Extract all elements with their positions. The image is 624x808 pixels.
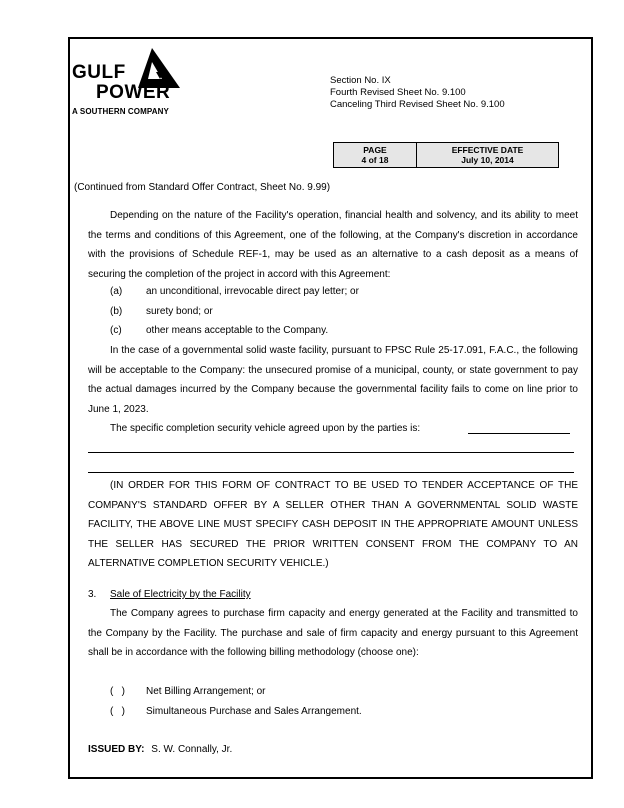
effective-label: EFFECTIVE DATE [451,145,524,155]
option-checkbox[interactable]: ( ) [110,706,125,717]
effective-cell [417,143,558,167]
billing-option[interactable] [110,702,570,722]
paragraph-governmental: In the case of a governmental solid waste facility, pursuant to FPSC Rule 25-17.091, F.A.C., the following will be acceptable to the Company: the unsecured promise of a municipal, county, or state government to pay the actual damages incurred by the Company because the governmental facility fails to come on line prior to June 1, 2023. [88,345,578,415]
security-vehicle-label: The specific completion security vehicle agreed upon by the parties is: [110,423,421,434]
list-item [110,282,570,302]
gulf-power-logo [72,46,192,120]
revised-sheet: Fourth Revised Sheet No. 9.100 [330,87,466,98]
security-vehicle-blank-line-3[interactable] [88,472,574,473]
section-3-number: 3. [88,589,97,600]
list-item [110,302,570,322]
issued-by [88,740,232,760]
option-checkbox[interactable]: ( ) [110,686,125,697]
paragraph-security: Depending on the nature of the Facility's operation, financial health and solvency, and its ability to meet the terms and conditions of this Agreement, one of the following, at the Company's discretion in accordance with the provisions of Schedule REF-1, may be used as an alternative to a cash deposit as a means of securing the completion of the project in accord with this Agreement: [88,210,578,280]
option-label: Simultaneous Purchase and Sales Arrangement. [146,706,362,717]
issued-value: S. W. Connally, Jr. [151,744,233,755]
logo-southern-company: A SOUTHERN COMPANY [72,107,169,116]
continued-note: (Continued from Standard Offer Contract, Sheet No. 9.99) [74,182,331,193]
issued-label: ISSUED BY: [88,744,145,755]
list-item [110,321,570,341]
billing-option[interactable] [110,682,570,702]
canceling-sheet: Canceling Third Revised Sheet No. 9.100 [330,99,505,110]
list-marker: (a) [110,286,123,297]
list-marker: (b) [110,306,123,317]
security-vehicle-blank-line-2[interactable] [88,452,574,453]
page-cell [334,143,417,167]
section-3-heading [88,585,251,605]
security-vehicle-blank[interactable] [468,433,570,434]
section-3-title: Sale of Electricity by the Facility [110,589,251,600]
list-marker: (c) [110,325,122,336]
page-label: PAGE [363,145,387,155]
caps-instruction: (IN ORDER FOR THIS FORM OF CONTRACT TO BE USED TO TENDER ACCEPTANCE OF THE COMPANY'S STANDARD OFFER BY A SELLER OTHER THAN A GOVERNMENTAL SOLID WASTE FACILITY, THE ABOVE LINE MUST SPECIFY CASH DEPOSIT IN THE APPROPRIATE AMOUNT UNLESS THE SELLER HAS SECURED THE PRIOR WRITTEN CONSENT FROM THE COMPANY TO AN ALTERNATIVE COMPLETION SECURITY VEHICLE.) [88,480,578,570]
page-value: 4 of 18 [361,155,389,165]
paragraph-purchase: The Company agrees to purchase firm capacity and energy generated at the Facility and transmitted to the Company by the Facility. The purchase and sale of firm capacity and energy pursuant to this Agreement shall be in accordance with the following billing methodology (choose one): [88,608,578,659]
effective-value: July 10, 2014 [461,155,514,165]
logo-gulf: GULF [72,62,126,83]
list-text: surety bond; or [146,306,213,317]
option-label: Net Billing Arrangement; or [146,686,266,697]
list-text: other means acceptable to the Company. [146,325,329,336]
page-effective-box [333,142,559,168]
logo-power: POWER [96,82,171,103]
list-text: an unconditional, irrevocable direct pay letter; or [146,286,359,297]
section-number: Section No. IX [330,75,391,86]
